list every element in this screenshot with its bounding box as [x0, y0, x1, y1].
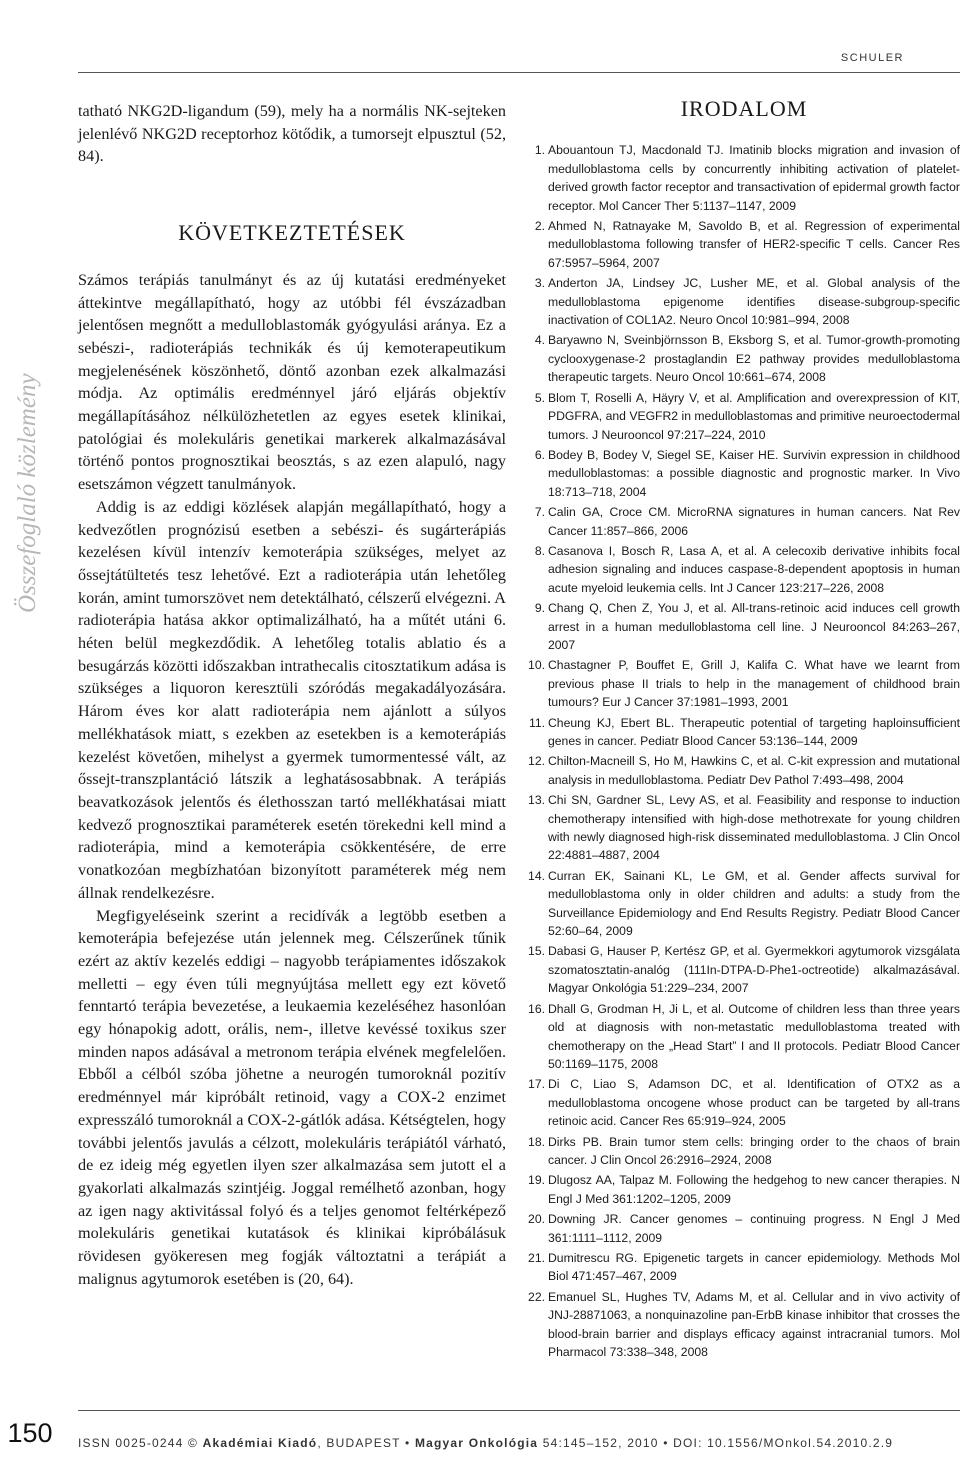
- body-paragraph: Megfigyeléseink szerint a recidívák a legtöbb esetben a kemoterápia befejezése után jelennek meg. Célszerűnek tűnik ezért az aktív kezelés eddigi – nagyobb terápiamentes időszakok melletti – egy éven túli megnyújtása mellett egy ezt követő fenntartó terápia bevezetése, a leukaemia kezeléséhez hasonlóan egy hónapokig adott, orális, nem-, illetve kevéssé toxikus szer minden napos adásával a metronom terápia elvének megfelelően. Ebből a célból szóba jöhetne a neurogén tumoroknál pozitív eredménnyel már kipróbált retinoid, vagy a COX-2 enzimet expresszáló tumoroknál a COX-2-gátlók adása. Kétségtelen, hogy további jelentős javulás a célzott, molekuláris terápiától várható, de ez ideig még egyetlen ilyen szer alkalmazása sem jutott el a gyakorlati alkalmazás szintjéig. Joggal remélhető azonban, hogy az igen nagy aktivitással folyó és a teljes genomot feltérképező molekuláris genetikai kutatások és klinikai kipróbálásuk rövidesen gyökeresen meg fogják változtatni a terápiát a malignus agytumorok esetében is (20, 64).: [78, 906, 506, 1288]
- reference-number: 21.: [528, 1250, 545, 1265]
- reference-number: 10.: [528, 658, 545, 673]
- reference-item: [528, 1133, 960, 1170]
- reference-text: Ahmed N, Ratnayake M, Savoldo B, et al. Regression of experimental medulloblastoma following transfer of HER2-specific T cells. Cancer Res 67:5957–5964, 2007: [548, 219, 960, 270]
- reference-text: Emanuel SL, Hughes TV, Adams M, et al. Cellular and in vivo activity of JNJ-28871063, a nonquinazoline pan-ErbB kinase inhibitor that crosses the blood-brain barrier and displays efficacy against intracranial tumors. Mol Pharmacol 73:338–348, 2008: [548, 1289, 960, 1359]
- section-title: KÖVETKEZTETÉSEK: [178, 220, 406, 246]
- reference-item: [528, 656, 960, 711]
- reference-item: [528, 1210, 960, 1247]
- running-head: SCHULER: [840, 52, 904, 64]
- footer-volume-doi: 54:145–152, 2010 • DOI: 10.1556/MOnkol.54.2010.2.9: [538, 1436, 894, 1450]
- reference-text: Blom T, Roselli A, Häyry V, et al. Amplification and overexpression of KIT, PDGFRA, and VEGFR2 in medulloblastomas and primitive neuroectodermal tumors. J Neurooncol 97:217–224, 2010: [548, 390, 960, 442]
- reference-item: [528, 1249, 960, 1286]
- reference-item: [528, 791, 960, 865]
- reference-item: [528, 217, 960, 272]
- reference-number: 3.: [534, 276, 545, 291]
- reference-item: [528, 599, 960, 654]
- page-number: 150: [7, 1418, 53, 1448]
- footer-rule: [78, 1410, 960, 1411]
- header-rule: [78, 72, 960, 73]
- reference-text: Casanova I, Bosch R, Lasa A, et al. A celecoxib derivative inhibits focal adhesion signaling and induces caspase-8-dependent apoptosis in human acute myeloid leukemia cells. Int J Cancer 123:217–226, 2008: [548, 543, 960, 595]
- reference-text: Dlugosz AA, Talpaz M. Following the hedgehog to new cancer therapies. N Engl J Med 361:1202–1205, 2009: [548, 1173, 960, 1206]
- reference-text: Dabasi G, Hauser P, Kertész GP, et al. Gyermekkori agytumorok vizsgálata szomatosztatin-analóg (111In-DTPA-D-Phe1-octreotide) alkalmazásával. Magyar Onkológia 51:229–234, 2007: [548, 944, 960, 996]
- main-text-column: [78, 100, 506, 1290]
- reference-text: Chang Q, Chen Z, You J, et al. All-trans-retinoic acid induces cell growth arrest in a human medulloblastoma cell line. J Neurooncol 84:263–267, 2007: [548, 601, 960, 652]
- reference-number: 15.: [528, 944, 545, 959]
- reference-number: 18.: [528, 1134, 545, 1149]
- reference-item: [528, 752, 960, 789]
- reference-item: [528, 867, 960, 941]
- reference-text: Di C, Liao S, Adamson DC, et al. Identification of OTX2 as a medulloblastoma oncogene whose product can be targeted by all-trans retinoic acid. Cancer Res 65:919–924, 2005: [548, 1077, 960, 1129]
- reference-text: Baryawno N, Sveinbjörnsson B, Eksborg S, et al. Tumor-growth-promoting cyclooxygenase-2 prostaglandin E2 pathway provides medulloblastoma therapeutic targets. Neuro Oncol 10:661–674, 2008: [548, 333, 960, 385]
- reference-number: 2.: [534, 219, 545, 234]
- reference-item: [528, 446, 960, 501]
- reference-number: 8.: [534, 543, 545, 558]
- references-title: IRODALOM: [680, 96, 808, 121]
- reference-number: 22.: [528, 1289, 545, 1304]
- reference-number: 5.: [534, 390, 545, 405]
- reference-item: [528, 714, 960, 751]
- intro-paragraph: tatható NKG2D-ligandum (59), mely ha a normális NK-sejteken jelenlévő NKG2D receptorhoz kötődik, a tumorsejt elpusztul (52, 84).: [78, 102, 506, 166]
- reference-number: 16.: [528, 1001, 545, 1016]
- footer-citation: [78, 1436, 954, 1450]
- reference-item: [528, 274, 960, 329]
- footer-city: , BUDAPEST •: [317, 1436, 415, 1450]
- reference-number: 19.: [528, 1173, 545, 1188]
- reference-number: 6.: [534, 447, 545, 462]
- body-paragraph: Számos terápiás tanulmányt és az új kutatási eredményeket áttekintve megállapítható, hogy az utóbbi fél évszázadban jelentősen megnőtt a medulloblastomák gyógyulási aránya. Ez a sebészi-, radioterápiás technikák és új kemoterapeutikum megjelenésének köszönhető, döntő azonban ezek alkalmazási módja. Az optimális eredménnyel járó eljárás objektív megállapításához nélkülözhetetlen az egyes esetek klinikai, patológiai és molekuláris genetikai markerek alkalmazásával történő pontos prognosztikai beosztás, s az ezen alapuló, nagy esetszámon végzett tanulmányok.: [78, 270, 506, 494]
- reference-number: 7.: [534, 505, 545, 520]
- footer-publisher: Akadémiai Kiadó: [202, 1436, 318, 1450]
- reference-item: [528, 141, 960, 215]
- reference-number: 14.: [528, 868, 545, 883]
- reference-item: [528, 331, 960, 386]
- footer-journal: Magyar Onkológia: [414, 1436, 539, 1450]
- footer-issn: ISSN 0025-0244 ©: [78, 1436, 203, 1450]
- reference-number: 9.: [534, 601, 545, 616]
- reference-text: Chilton-Macneill S, Ho M, Hawkins C, et al. C-kit expression and mutational analysis in medulloblastoma. Pediatr Dev Pathol 7:493–498, 2004: [548, 754, 960, 787]
- body-paragraph: Addig is az eddigi közlések alapján megállapítható, hogy a kedvezőtlen prognózisú esetben a sebészi- és sugárterápiás kezelésen kívül intenzív kemoterápia szükséges, melyet az őssejtátültetés tesz lehetővé. Ezt a radioterápia után lehetőleg korán, amint tumorszövet nem detektálható, célszerű elvégezni. A radioterápia hatása akkor optimalizálható, ha a műtét utáni 6. héten belül megkezdődik. A lehetőleg totalis ablatio és a besugárzás közötti időszakban intrathecalis citosztatikum adása is szükséges a liquoron keresztüli szóródás megakadályozására. Három éves kor alatt radioterápia nem ajánlott a súlyos mellékhatások miatt, s ezekben az esetekben is a kemoterápiás kezelést követően, mihelyst a gyermek tumormentessé vált, az őssejt-transzplantáció látszik a leghatásosabbnak. A terápiás beavatkozások jelentős és élethosszan tartó mellékhatásai miatt kedvező prognosztikai paraméterek esetén törekedni kell mind a radioterápia, mind a kemoterápia csökkentésére, de erre vonatkozóan megbízhatóan bizonyított paraméterek még nem állnak rendelkezésre.: [78, 497, 506, 902]
- reference-item: [528, 389, 960, 444]
- reference-text: Dhall G, Grodman H, Ji L, et al. Outcome of children less than three years old at diagnosis with non-metastatic medulloblastoma treated with chemotherapy on the „Head Start” I and II protocols. Pediatr Blood Cancer 50:1169–1175, 2008: [548, 1001, 960, 1071]
- reference-item: [528, 542, 960, 597]
- reference-text: Bodey B, Bodey V, Siegel SE, Kaiser HE. Survivin expression in childhood medulloblastomas: a possible diagnostic and prognostic marker. In Vivo 18:713–718, 2004: [548, 447, 960, 499]
- reference-text: Chastagner P, Bouffet E, Grill J, Kalifa C. What have we learnt from previous phase II trials to help in the management of childhood brain tumours? Eur J Cancer 37:1981–1993, 2001: [548, 658, 960, 710]
- reference-item: [528, 1000, 960, 1074]
- reference-list: [528, 141, 960, 1361]
- sidebar-section-label: Összefoglaló közlemény: [14, 373, 41, 613]
- reference-number: 1.: [534, 143, 545, 158]
- reference-text: Cheung KJ, Ebert BL. Therapeutic potential of targeting haploinsufficient genes in cancer. Pediatr Blood Cancer 53:136–144, 2009: [548, 715, 960, 748]
- reference-item: [528, 503, 960, 540]
- reference-text: Downing JR. Cancer genomes – continuing progress. N Engl J Med 361:1111–1112, 2009: [548, 1212, 960, 1245]
- reference-number: 11.: [528, 715, 545, 730]
- references-column: [528, 96, 960, 1363]
- reference-item: [528, 1075, 960, 1130]
- reference-text: Anderton JA, Lindsey JC, Lusher ME, et al. Global analysis of the medulloblastoma epigenome identifies disease-subgroup-specific inactivation of COL1A2. Neuro Oncol 10:981–994, 2008: [548, 276, 960, 328]
- reference-number: 13.: [528, 793, 545, 808]
- reference-text: Chi SN, Gardner SL, Levy AS, et al. Feasibility and response to induction chemotherapy intensified with high-dose methotrexate for young children with newly diagnosed high-risk disseminated medulloblastoma. J Clin Oncol 22:4881–4887, 2004: [548, 793, 960, 863]
- reference-text: Dumitrescu RG. Epigenetic targets in cancer epidemiology. Methods Mol Biol 471:457–467, 2009: [548, 1250, 960, 1284]
- reference-number: 12.: [528, 754, 545, 769]
- reference-item: [528, 942, 960, 997]
- reference-number: 17.: [528, 1077, 545, 1092]
- reference-number: 20.: [528, 1212, 545, 1227]
- reference-text: Curran EK, Sainani KL, Le GM, et al. Gender affects survival for medulloblastoma only in older children and adults: a study from the Surveillance Epidemiology and End Results Registry. Pediatr Blood Cancer 52:60–64, 2009: [548, 868, 960, 939]
- reference-item: [528, 1288, 960, 1362]
- reference-item: [528, 1171, 960, 1208]
- reference-text: Calin GA, Croce CM. MicroRNA signatures in human cancers. Nat Rev Cancer 11:857–866, 2006: [548, 505, 960, 538]
- reference-number: 4.: [534, 333, 545, 348]
- reference-text: Abouantoun TJ, Macdonald TJ. Imatinib blocks migration and invasion of medulloblastoma cells by concurrently inhibiting activation of platelet-derived growth factor receptor and transactivation of epidermal growth factor receptor. Mol Cancer Ther 5:1137–1147, 2009: [548, 143, 960, 213]
- reference-text: Dirks PB. Brain tumor stem cells: bringing order to the chaos of brain cancer. J Clin Oncol 26:2916–2924, 2008: [548, 1134, 960, 1167]
